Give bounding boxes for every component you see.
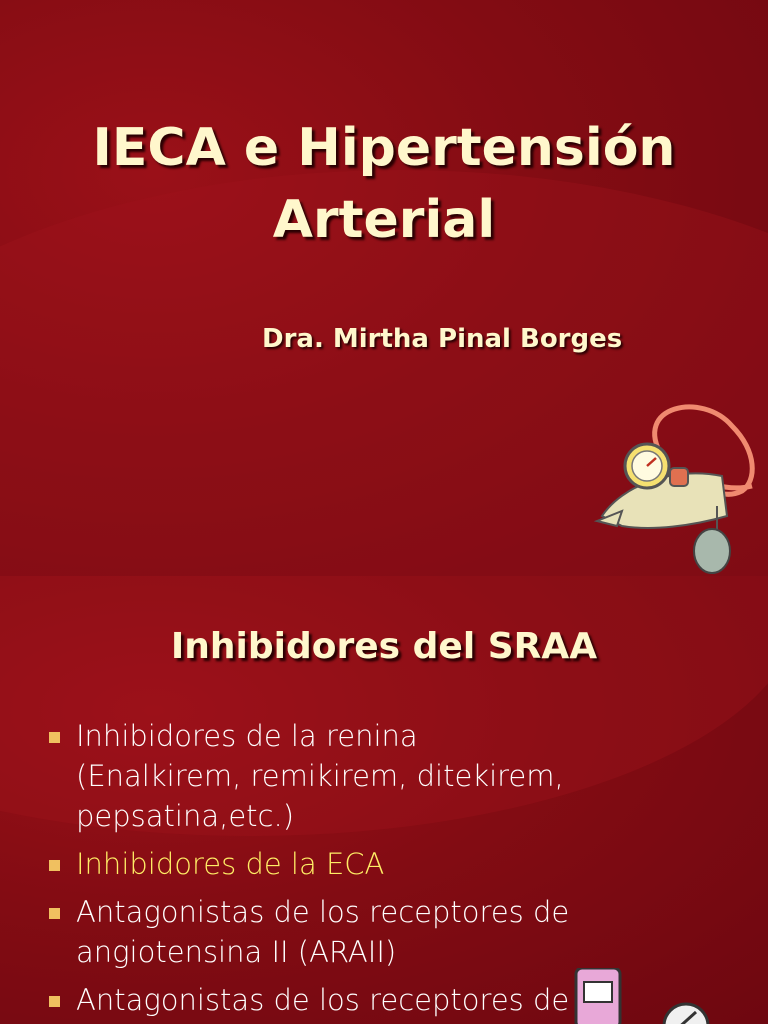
author-name: Dra. Mirtha Pinal Borges <box>262 324 623 354</box>
bullet-marker <box>49 732 60 743</box>
content-slide <box>0 576 768 1024</box>
bullet-marker <box>49 908 60 919</box>
slide-title <box>0 112 768 256</box>
bullet-text: Inhibidores de la ECA <box>76 847 385 881</box>
blood-pressure-monitor-icon <box>592 396 762 576</box>
bullet-text: Antagonistas de los receptores de <box>76 895 570 929</box>
bullet-item <box>46 716 606 836</box>
bullet-text: Antagonistas de los receptores de <box>76 983 570 1017</box>
bullet-item-highlighted <box>46 844 606 884</box>
bullet-text: (Enalkirem, remikirem, ditekirem, <box>76 759 564 793</box>
bullet-list <box>46 716 606 1024</box>
medicine-bottle-icon <box>556 968 716 1024</box>
title-line-1: IECA e Hipertensión <box>92 118 676 178</box>
bullet-text: Inhibidores de la renina <box>76 719 418 753</box>
bullet-marker <box>49 860 60 871</box>
bullet-marker <box>49 996 60 1007</box>
bullet-text: angiotensina II (ARAII) <box>76 935 397 969</box>
bullet-item <box>46 892 606 972</box>
slide-heading: Inhibidores del SRAA <box>170 626 598 667</box>
title-line-2: Arterial <box>272 190 496 250</box>
bullet-item <box>46 980 606 1020</box>
bullet-text: pepsatina,etc.) <box>76 799 295 833</box>
